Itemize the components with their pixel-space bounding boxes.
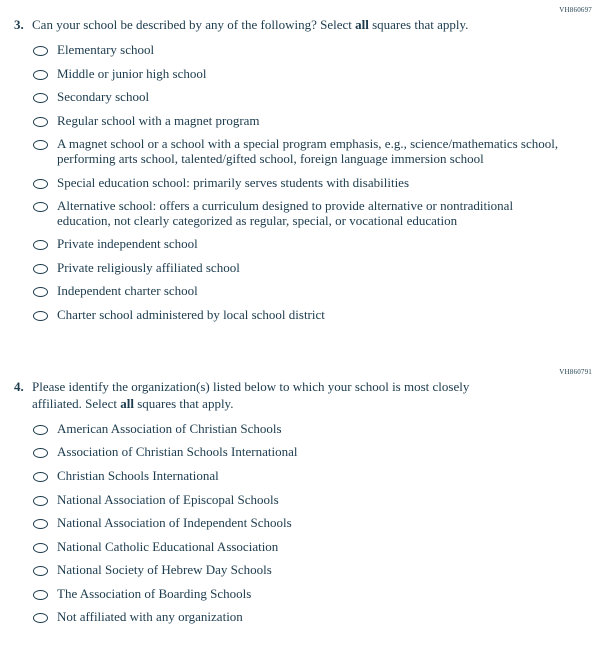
- answer-bubble-icon[interactable]: [33, 287, 48, 297]
- answer-option[interactable]: [33, 199, 594, 228]
- question-3-prompt-row: [14, 17, 594, 33]
- question-3-options: [33, 43, 594, 322]
- answer-option[interactable]: [33, 176, 594, 191]
- option-label: National Association of Independent Schools: [57, 515, 292, 531]
- option-label: Not affiliated with any organization: [57, 609, 243, 625]
- option-label: The Association of Boarding Schools: [57, 585, 252, 601]
- answer-bubble-icon[interactable]: [33, 179, 48, 189]
- answer-bubble-icon[interactable]: [33, 46, 48, 56]
- answer-bubble-icon[interactable]: [33, 93, 48, 103]
- answer-option[interactable]: [33, 563, 594, 578]
- answer-option[interactable]: [33, 422, 594, 437]
- question-4-options: [33, 422, 594, 625]
- answer-option[interactable]: [33, 469, 594, 484]
- answer-bubble-icon[interactable]: [33, 264, 48, 274]
- question-4-prompt: [32, 379, 510, 412]
- answer-option[interactable]: [33, 137, 594, 166]
- option-label: Association of Christian Schools International: [57, 444, 298, 460]
- answer-option[interactable]: [33, 587, 594, 602]
- question-4-number: 4.: [14, 379, 24, 395]
- answer-option[interactable]: [33, 445, 594, 460]
- option-label: Middle or junior high school: [57, 65, 207, 81]
- answer-option[interactable]: [33, 308, 594, 323]
- option-label: Special education school: primarily serves students with disabilities: [57, 174, 410, 190]
- option-label: Secondary school: [57, 89, 150, 105]
- option-label: Christian Schools International: [57, 467, 219, 483]
- answer-bubble-icon[interactable]: [33, 590, 48, 600]
- answer-bubble-icon[interactable]: [33, 448, 48, 458]
- answer-option[interactable]: [33, 284, 594, 299]
- answer-option[interactable]: [33, 610, 594, 625]
- question-4-prompt-row: [14, 379, 594, 412]
- question-4: [14, 368, 594, 624]
- option-label: Elementary school: [57, 42, 155, 58]
- option-label: National Association of Episcopal Schools: [57, 491, 279, 507]
- answer-option[interactable]: [33, 114, 594, 129]
- option-label: National Society of Hebrew Day Schools: [57, 562, 272, 578]
- question-3-number: 3.: [14, 17, 24, 32]
- option-label: American Association of Christian Schools: [57, 420, 282, 436]
- answer-option[interactable]: [33, 540, 594, 555]
- question-3-prompt: [32, 17, 468, 33]
- answer-bubble-icon[interactable]: [33, 70, 48, 80]
- answer-bubble-icon[interactable]: [33, 311, 48, 321]
- answer-bubble-icon[interactable]: [33, 240, 48, 250]
- answer-bubble-icon[interactable]: [33, 117, 48, 127]
- question-3: [14, 6, 594, 322]
- prompt-text: Please identify the organization(s) listed below to which your school is most closely affiliated. Select: [32, 379, 470, 411]
- answer-bubble-icon[interactable]: [33, 140, 48, 150]
- answer-bubble-icon[interactable]: [33, 613, 48, 623]
- option-label: Private religiously affiliated school: [57, 259, 240, 275]
- answer-option[interactable]: [33, 237, 594, 252]
- prompt-bold-word: all: [355, 17, 369, 32]
- answer-option[interactable]: [33, 516, 594, 531]
- prompt-text: squares that apply.: [368, 17, 469, 32]
- answer-bubble-icon[interactable]: [33, 202, 48, 212]
- prompt-bold-word: all: [120, 395, 134, 411]
- option-label: Independent charter school: [57, 283, 198, 299]
- option-label: A magnet school or a school with a special program emphasis, e.g., science/mathematics school, performing arts school, talented/gifted school, foreign language immersion school: [57, 136, 559, 166]
- answer-bubble-icon[interactable]: [33, 496, 48, 506]
- answer-bubble-icon[interactable]: [33, 543, 48, 553]
- answer-option[interactable]: [33, 67, 594, 82]
- answer-bubble-icon[interactable]: [33, 519, 48, 529]
- answer-option[interactable]: [33, 261, 594, 276]
- prompt-text: Can your school be described by any of the following? Select: [32, 17, 356, 32]
- answer-option[interactable]: [33, 90, 594, 105]
- answer-bubble-icon[interactable]: [33, 472, 48, 482]
- option-label: Charter school administered by local school district: [57, 306, 325, 322]
- question-4-code: VH860791: [559, 368, 592, 377]
- option-label: Regular school with a magnet program: [57, 112, 260, 128]
- question-3-code: VH860697: [559, 6, 592, 14]
- answer-bubble-icon[interactable]: [33, 566, 48, 576]
- answer-option[interactable]: [33, 43, 594, 58]
- answer-bubble-icon[interactable]: [33, 425, 48, 435]
- option-label: National Catholic Educational Association: [57, 538, 279, 554]
- answer-option[interactable]: [33, 493, 594, 508]
- option-label: Private independent school: [57, 236, 198, 252]
- prompt-text: squares that apply.: [133, 395, 234, 411]
- option-label: Alternative school: offers a curriculum designed to provide alternative or nontraditional education, not clearly categorized as regular, special, or vocational education: [57, 198, 514, 228]
